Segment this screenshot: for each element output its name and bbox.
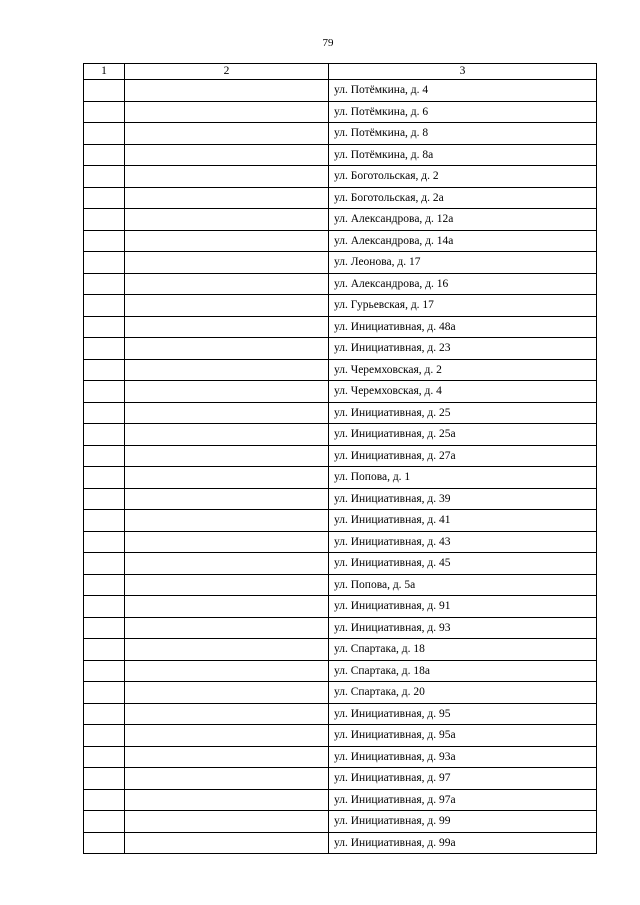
table-row xyxy=(84,252,597,274)
table-cell-col1 xyxy=(84,123,125,145)
table-cell-col3: ул. Инициативная, д. 27а xyxy=(329,445,597,467)
table-cell-col1 xyxy=(84,531,125,553)
table-row xyxy=(84,295,597,317)
table-cell-col2 xyxy=(125,187,329,209)
table-cell-col3: ул. Боготольская, д. 2а xyxy=(329,187,597,209)
table-cell-col1 xyxy=(84,574,125,596)
table-cell-col3: ул. Инициативная, д. 41 xyxy=(329,510,597,532)
table-cell-col2 xyxy=(125,703,329,725)
table-cell-col3: ул. Спартака, д. 18 xyxy=(329,639,597,661)
table-cell-col2 xyxy=(125,338,329,360)
table-cell-col1 xyxy=(84,144,125,166)
table-cell-col1 xyxy=(84,488,125,510)
table-cell-col3: ул. Александрова, д. 12а xyxy=(329,209,597,231)
table-cell-col3: ул. Инициативная, д. 39 xyxy=(329,488,597,510)
table-cell-col1 xyxy=(84,768,125,790)
table-cell-col1 xyxy=(84,811,125,833)
table-cell-col2 xyxy=(125,510,329,532)
table-cell-col3: ул. Инициативная, д. 97 xyxy=(329,768,597,790)
table-cell-col1 xyxy=(84,273,125,295)
table-row xyxy=(84,273,597,295)
table-row xyxy=(84,531,597,553)
table-cell-col3: ул. Потёмкина, д. 8а xyxy=(329,144,597,166)
table-row xyxy=(84,596,597,618)
table-cell-col2 xyxy=(125,682,329,704)
table-cell-col1 xyxy=(84,166,125,188)
table-cell-col2 xyxy=(125,101,329,123)
table-cell-col2 xyxy=(125,768,329,790)
table-cell-col2 xyxy=(125,230,329,252)
table-cell-col2 xyxy=(125,746,329,768)
table-cell-col1 xyxy=(84,617,125,639)
table-row xyxy=(84,166,597,188)
table-cell-col1 xyxy=(84,252,125,274)
table-cell-col1 xyxy=(84,789,125,811)
table-row xyxy=(84,209,597,231)
table-body xyxy=(84,80,597,854)
table-cell-col1 xyxy=(84,553,125,575)
table-cell-col3: ул. Инициативная, д. 43 xyxy=(329,531,597,553)
column-header-2: 2 xyxy=(125,64,329,80)
table-cell-col3: ул. Черемховская, д. 4 xyxy=(329,381,597,403)
table-cell-col2 xyxy=(125,359,329,381)
table-cell-col2 xyxy=(125,725,329,747)
table-cell-col2 xyxy=(125,402,329,424)
table-cell-col3: ул. Инициативная, д. 91 xyxy=(329,596,597,618)
column-header-3: 3 xyxy=(329,64,597,80)
table-cell-col3: ул. Гурьевская, д. 17 xyxy=(329,295,597,317)
table-cell-col1 xyxy=(84,359,125,381)
table-cell-col1 xyxy=(84,703,125,725)
table-cell-col3: ул. Инициативная, д. 97а xyxy=(329,789,597,811)
table-cell-col2 xyxy=(125,80,329,102)
table-cell-col3: ул. Александрова, д. 14а xyxy=(329,230,597,252)
table-row xyxy=(84,402,597,424)
table-row xyxy=(84,553,597,575)
table-cell-col3: ул. Потёмкина, д. 6 xyxy=(329,101,597,123)
table-cell-col1 xyxy=(84,639,125,661)
table-cell-col2 xyxy=(125,832,329,854)
table-cell-col1 xyxy=(84,80,125,102)
table-row xyxy=(84,445,597,467)
table-cell-col2 xyxy=(125,531,329,553)
table-cell-col3: ул. Инициативная, д. 99а xyxy=(329,832,597,854)
table-cell-col1 xyxy=(84,230,125,252)
table-cell-col1 xyxy=(84,381,125,403)
table-cell-col2 xyxy=(125,574,329,596)
table-cell-col1 xyxy=(84,424,125,446)
table-row xyxy=(84,832,597,854)
table-cell-col3: ул. Потёмкина, д. 8 xyxy=(329,123,597,145)
table-row xyxy=(84,230,597,252)
table-row xyxy=(84,703,597,725)
table-cell-col2 xyxy=(125,316,329,338)
table-cell-col3: ул. Инициативная, д. 25а xyxy=(329,424,597,446)
table-cell-col2 xyxy=(125,445,329,467)
table-row xyxy=(84,660,597,682)
table-cell-col2 xyxy=(125,660,329,682)
table-cell-col2 xyxy=(125,617,329,639)
table-cell-col3: ул. Александрова, д. 16 xyxy=(329,273,597,295)
table-cell-col3: ул. Черемховская, д. 2 xyxy=(329,359,597,381)
table-row xyxy=(84,467,597,489)
table-cell-col1 xyxy=(84,187,125,209)
table-cell-col2 xyxy=(125,488,329,510)
table-cell-col3: ул. Инициативная, д. 93 xyxy=(329,617,597,639)
table-row xyxy=(84,510,597,532)
table-cell-col3: ул. Инициативная, д. 45 xyxy=(329,553,597,575)
table-row xyxy=(84,80,597,102)
table-header-row xyxy=(84,64,597,80)
table-row xyxy=(84,768,597,790)
table-cell-col3: ул. Попова, д. 5а xyxy=(329,574,597,596)
table-cell-col1 xyxy=(84,596,125,618)
table-row xyxy=(84,187,597,209)
table-cell-col2 xyxy=(125,295,329,317)
table-cell-col1 xyxy=(84,402,125,424)
table-cell-col1 xyxy=(84,338,125,360)
table-row xyxy=(84,789,597,811)
table-cell-col2 xyxy=(125,252,329,274)
table-row xyxy=(84,101,597,123)
table-cell-col2 xyxy=(125,273,329,295)
table-row xyxy=(84,682,597,704)
table-cell-col1 xyxy=(84,660,125,682)
table-cell-col3: ул. Инициативная, д. 48а xyxy=(329,316,597,338)
table-cell-col3: ул. Инициативная, д. 99 xyxy=(329,811,597,833)
table-cell-col2 xyxy=(125,596,329,618)
table-cell-col2 xyxy=(125,467,329,489)
table-row xyxy=(84,488,597,510)
table-cell-col2 xyxy=(125,789,329,811)
table-cell-col1 xyxy=(84,445,125,467)
table-cell-col1 xyxy=(84,746,125,768)
table-row xyxy=(84,617,597,639)
table-cell-col3: ул. Потёмкина, д. 4 xyxy=(329,80,597,102)
table-row xyxy=(84,316,597,338)
table-cell-col1 xyxy=(84,467,125,489)
table-row xyxy=(84,811,597,833)
table-cell-col1 xyxy=(84,725,125,747)
table-row xyxy=(84,725,597,747)
table-cell-col1 xyxy=(84,316,125,338)
table-row xyxy=(84,338,597,360)
table-row xyxy=(84,424,597,446)
table-cell-col1 xyxy=(84,101,125,123)
table-cell-col3: ул. Спартака, д. 18а xyxy=(329,660,597,682)
page-number: 79 xyxy=(322,37,334,49)
table-cell-col3: ул. Спартака, д. 20 xyxy=(329,682,597,704)
table-cell-col1 xyxy=(84,510,125,532)
table-cell-col2 xyxy=(125,166,329,188)
table-cell-col3: ул. Инициативная, д. 95а xyxy=(329,725,597,747)
table-cell-col1 xyxy=(84,832,125,854)
table-cell-col2 xyxy=(125,123,329,145)
table-row xyxy=(84,639,597,661)
table-cell-col2 xyxy=(125,424,329,446)
table-row xyxy=(84,123,597,145)
table-cell-col2 xyxy=(125,144,329,166)
table-cell-col2 xyxy=(125,381,329,403)
table-row xyxy=(84,144,597,166)
table-cell-col3: ул. Инициативная, д. 23 xyxy=(329,338,597,360)
table-cell-col1 xyxy=(84,295,125,317)
table-cell-col1 xyxy=(84,682,125,704)
table-cell-col2 xyxy=(125,553,329,575)
table-cell-col1 xyxy=(84,209,125,231)
table-cell-col3: ул. Леонова, д. 17 xyxy=(329,252,597,274)
table-cell-col3: ул. Инициативная, д. 25 xyxy=(329,402,597,424)
table-row xyxy=(84,746,597,768)
table-cell-col2 xyxy=(125,639,329,661)
table-cell-col3: ул. Инициативная, д. 95 xyxy=(329,703,597,725)
address-table xyxy=(83,63,597,854)
table-cell-col3: ул. Боготольская, д. 2 xyxy=(329,166,597,188)
table-row xyxy=(84,574,597,596)
table-cell-col3: ул. Попова, д. 1 xyxy=(329,467,597,489)
table-row xyxy=(84,359,597,381)
table-cell-col2 xyxy=(125,811,329,833)
table-row xyxy=(84,381,597,403)
table-cell-col3: ул. Инициативная, д. 93а xyxy=(329,746,597,768)
column-header-1: 1 xyxy=(84,64,125,80)
table-cell-col2 xyxy=(125,209,329,231)
